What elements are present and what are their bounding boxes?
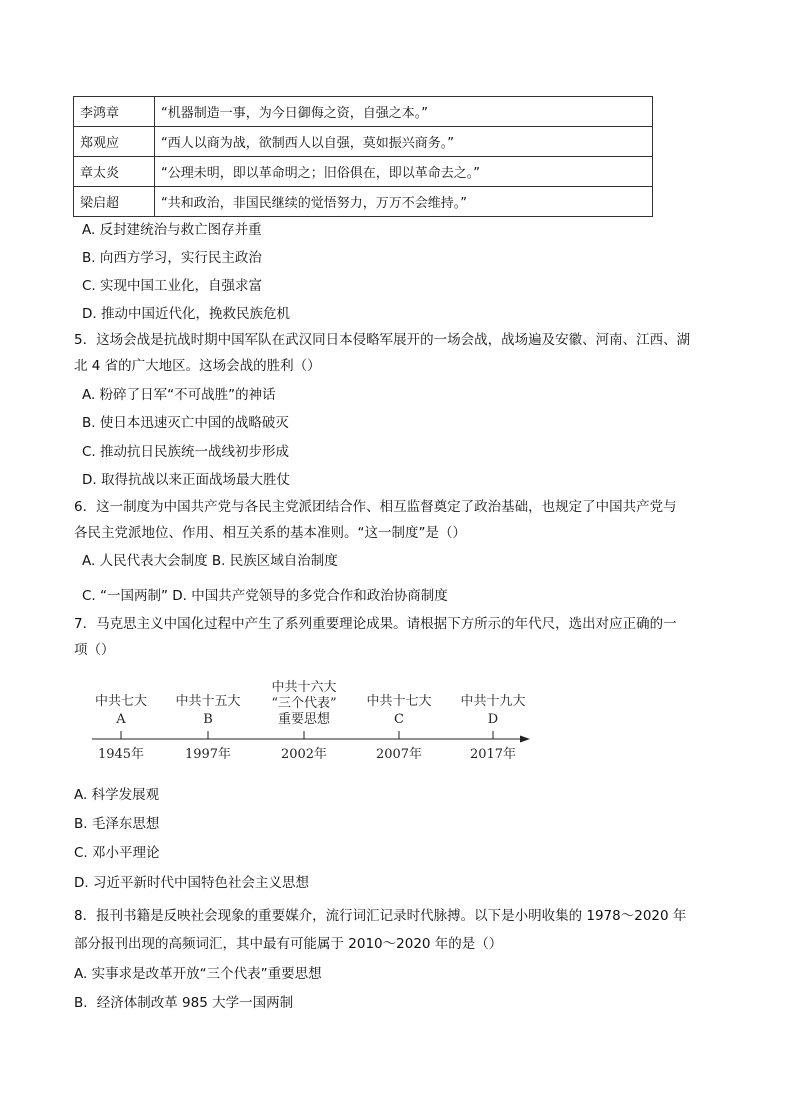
timeline-event (460, 693, 525, 762)
timeline-year: 2017年 (469, 747, 517, 762)
person-name: 梁启超 (74, 187, 155, 217)
q5-option-d: D. 取得抗战以来正面战场最大胜仗 (82, 472, 290, 488)
timeline-year: 2002年 (280, 747, 328, 762)
timeline-event-letter: D (487, 712, 499, 727)
timeline-year: 1997年 (184, 747, 232, 762)
table-row (74, 187, 653, 217)
q7-option-c: C. 邓小平理论 (74, 845, 160, 861)
q4-option-c: C. 实现中国工业化，自强求富 (82, 278, 263, 294)
q6-stem-line1: 6．这一制度为中国共产党与各民主党派团结合作、相互监督奠定了政治基础，也规定了中国共产党与 (74, 499, 677, 515)
timeline-arrow (520, 736, 530, 743)
timeline-event-label: 中共十七大 (366, 694, 432, 709)
person-name: 章太炎 (74, 157, 155, 187)
timeline-event-label: 中共十九大 (460, 694, 526, 709)
timeline-event-extra: 重要思想 (277, 712, 331, 727)
q5-option-b: B. 使日本迅速灭亡中国的战略破灭 (82, 415, 289, 431)
q7-stem-line1: 7．马克思主义中国化过程中产生了系列重要理论成果。请根据下方所示的年代尺，选出对应正确的一 (74, 616, 677, 632)
timeline-year: 1945年 (97, 747, 145, 762)
table-row (74, 127, 653, 157)
person-name: 郑观应 (74, 127, 155, 157)
q5-option-c: C. 推动抗日民族统一战线初步形成 (82, 444, 290, 460)
table-row (74, 97, 653, 127)
timeline-event-label: 中共十五大 (175, 694, 241, 709)
timeline-event-letter: “三个代表” (271, 696, 337, 711)
q6-option-cd: C. “一国两制” D. 中国共产党领导的多党合作和政治协商制度 (82, 588, 448, 604)
timeline-event-letter: C (394, 712, 404, 727)
q4-option-b: B. 向西方学习，实行民主政治 (82, 250, 262, 266)
quote-text: “共和政治，非国民继续的觉悟努力，万万不会维持。” (155, 187, 653, 217)
q5-stem-line1: 5．这场会战是抗战时期中国军队在武汉同日本侵略军展开的一场会战，战场遍及安徽、河南、江西、湖 (74, 332, 691, 348)
timeline-event (175, 693, 240, 762)
timeline-event-letter: B (203, 712, 213, 727)
q6-option-ab: A. 人民代表大会制度 B. 民族区域自治制度 (82, 553, 338, 569)
q4-option-d: D. 推动中国近代化，挽救民族危机 (82, 306, 290, 322)
q8-option-a: A. 实事求是改革开放“三个代表”重要思想 (74, 966, 322, 982)
quote-text: “机器制造一事，为今日御侮之资，自强之本。” (155, 97, 653, 127)
table-row (74, 157, 653, 187)
timeline-figure (82, 678, 542, 768)
q4-option-a: A. 反封建统治与救亡图存并重 (82, 222, 262, 238)
q7-option-b: B. 毛泽东思想 (74, 816, 160, 832)
timeline-year: 2007年 (375, 747, 423, 762)
q5-stem-line2: 北 4 省的广大地区。这场会战的胜利（） (74, 358, 321, 374)
timeline-event-label: 中共十六大 (271, 680, 337, 695)
quotes-table (73, 96, 653, 217)
timeline-event (271, 679, 336, 762)
timeline-event (95, 693, 147, 762)
person-name: 李鸿章 (74, 97, 155, 127)
timeline-event-label: 中共七大 (94, 694, 148, 709)
q6-stem-line2: 各民主党派地位、作用、相互关系的基本准则。“这一制度”是（） (74, 525, 466, 541)
timeline-event-letter: A (116, 712, 126, 727)
quote-text: “公理未明，即以革命明之；旧俗俱在，即以革命去之。” (155, 157, 653, 187)
q8-option-b: B．经济体制改革 985 大学一国两制 (74, 995, 294, 1011)
q8-stem-line2: 部分报刊出现的高频词汇，其中最有可能属于 2010～2020 年的是（） (74, 936, 503, 952)
q8-stem-line1: 8．报刊书籍是反映社会现象的重要媒介，流行词汇记录时代脉搏。以下是小明收集的 1978～2020 年 (74, 908, 687, 924)
q7-option-a: A. 科学发展观 (74, 787, 160, 803)
quote-text: “西人以商为战，欲制西人以自强，莫如振兴商务。” (155, 127, 653, 157)
timeline-event (366, 693, 431, 762)
q5-option-a: A. 粉碎了日军“不可战胜”的神话 (82, 387, 276, 403)
q7-stem-line2: 项（） (74, 642, 115, 658)
q7-option-d: D. 习近平新时代中国特色社会主义思想 (74, 875, 309, 891)
